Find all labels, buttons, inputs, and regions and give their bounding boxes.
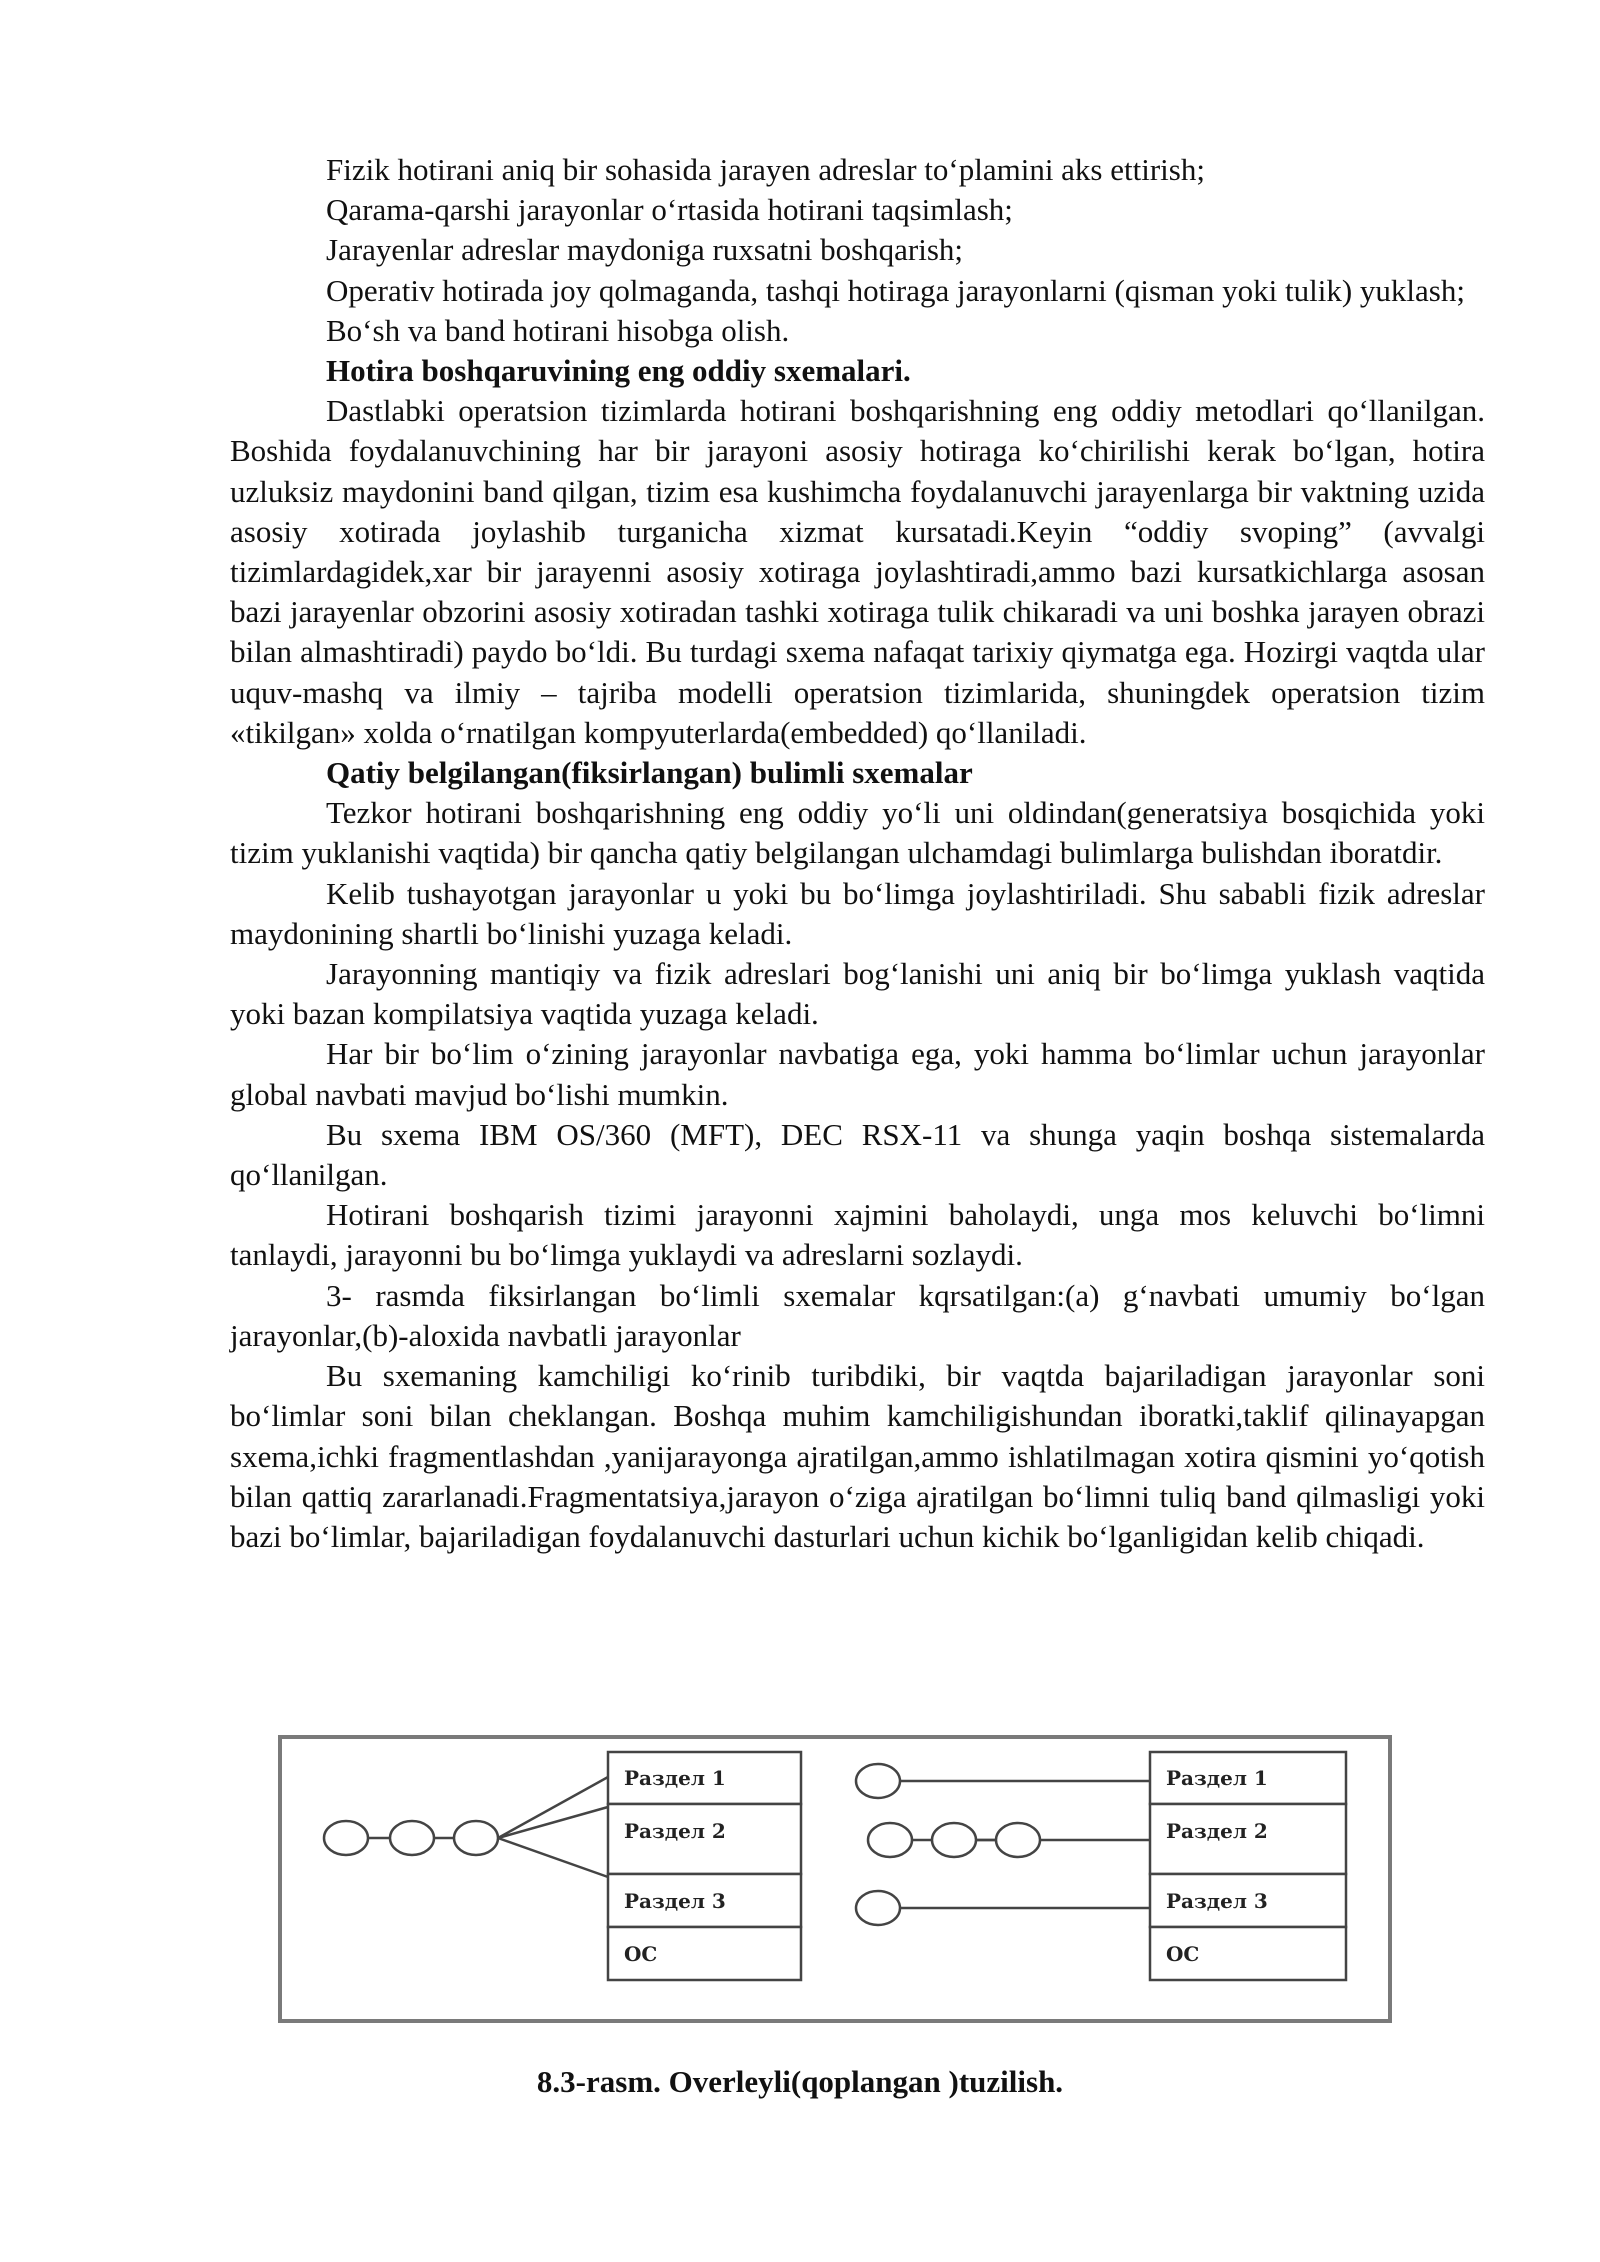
process-circle [856,1891,900,1925]
paragraph: Hotirani boshqarish tizimi jarayonni xajmini baholaydi, unga mos keluvchi bo‘limni tanlaydi, jarayonni bu bo‘limga yuklaydi va adreslarni sozlaydi. [230,1197,1485,1273]
partition-label: ОС [624,1942,658,1966]
figure-caption: 8.3-rasm. Overleyli(qoplangan )tuzilish. [536,2064,1064,2099]
paragraph: Bu sxemaning kamchiligi ko‘rinib turibdiki, bir vaqtda bajariladigan jarayonlar soni bo‘limlar soni bilan cheklangan. Boshqa muhim kamchiligishundan iboratki,taklif qilinayapgan sxema,ichki fragmentlashdan ,yanijarayonga ajratilgan,ammo ishlatilmagan xotira qismini yo‘qotish bilan qattiq zararlanadi.Fragmentatsiya,jarayon o‘ziga ajratilgan bo‘limni tuliq band qilmasligi yoki bazi bo‘limlar, bajariladigan foydalanuvchi dasturlari uchun kichik bo‘lganligidan kelib chiqadi. [230,1358,1485,1554]
partition-figure [278,1735,1392,2023]
paragraph: Jarayonning mantiqiy va fizik adreslari bog‘lanishi uni aniq bir bo‘limga yuklash vaqtida yoki bazan kompilatsiya vaqtida yuzaga keladi. [230,956,1485,1032]
paragraph: Dastlabki operatsion tizimlarda hotirani boshqarishning eng oddiy metodlari qo‘llanilgan. Boshida foydalanuvchining har bir jarayoni asosiy hotiraga ko‘chirilishi kerak bo‘lgan, hotira uzluksiz maydonini band qilgan, tizim esa kushimcha foydalanuvchi jarayenlarga bir vaktning uzida asosiy xotirada joylashib turganicha xizmat kursatadi.Keyin “oddiy svoping” (avvalgi tizimlardagidek,xar bir jarayenni asosiy xotiraga joylashtiradi,ammo bazi kursatkichlarga asosan bazi jarayenlar obzorini asosiy xotiradan tashki xotiraga tulik chikaradi va uni boshka jarayen obrazi bilan almashtiradi) paydo bo‘ldi. Bu turdagi sxema nafaqat tarixiy qiymatga ega. Hozirgi vaqtda ular uquv-mashq va ilmiy – tajriba modelli operatsion tizimlarida, shuningdek operatsion tizim «tikilgan» xolda o‘rnatilgan kompyuterlarda(embedded) qo‘llaniladi. [230,393,1485,750]
process-circle [324,1821,368,1855]
partition-label: Раздел 2 [624,1819,726,1843]
paragraph: Fizik hotirani aniq bir sohasida jarayen adreslar to‘plamini aks ettirish; [326,152,1205,187]
paragraph: Bu sxema IBM OS/360 (MFT), DEC RSX-11 va shunga yaqin boshqa sistemalarda qo‘llanilgan. [230,1116,1485,1193]
process-circle [996,1823,1040,1857]
paragraph: Jarayenlar adreslar maydoniga ruxsatni boshqarish; [326,232,964,268]
paragraph: 3- rasmda fiksirlangan bo‘limli sxemalar kqrsatilgan:(a) g‘navbati umumiy bo‘lgan jarayonlar,(b)-aloxida navbatli jarayonlar [230,1277,1485,1353]
paragraph: Operativ hotirada joy qolmaganda, tashqi hotiraga jarayonlarni (qisman yoki tulik) yuklash; [326,272,1465,308]
partition-label: Раздел 3 [1166,1889,1268,1913]
paragraph: Bo‘sh va band hotirani hisobga olish. [326,312,790,348]
process-circle [868,1823,912,1857]
process-circle [932,1823,976,1857]
partition-label: Раздел 2 [1166,1819,1268,1843]
process-circle [454,1821,498,1855]
partition-diagram [278,1735,1392,2023]
section-heading: Hotira boshqaruvining eng oddiy sxemalari. [326,353,911,389]
process-circle [856,1764,900,1798]
partition-label: Раздел 1 [1166,1766,1268,1790]
paragraph: Kelib tushayotgan jarayonlar u yoki bu bo‘limga joylashtiriladi. Shu sababli fizik adreslar maydonining shartli bo‘linishi yuzaga keladi. [230,875,1485,951]
section-heading: Qatiy belgilangan(fiksirlangan) bulimli sxemalar [326,755,973,791]
partition-label: Раздел 3 [624,1889,726,1913]
partition-label: ОС [1166,1942,1200,1966]
process-circle [390,1821,434,1855]
document-body [230,150,1485,1557]
paragraph: Qarama-qarshi jarayonlar o‘rtasida hotirani taqsimlash; [326,192,1013,228]
partition-label: Раздел 1 [624,1766,726,1790]
paragraph: Har bir bo‘lim o‘zining jarayonlar navbatiga ega, yoki hamma bo‘limlar uchun jarayonlar global navbati mavjud bo‘lishi mumkin. [230,1036,1485,1112]
paragraph: Tezkor hotirani boshqarishning eng oddiy yo‘li uni oldindan(generatsiya bosqichida yoki tizim yuklanishi vaqtida) bir qancha qatiy belgilangan ulchamdagi bulimlarga bulishdan iboratdir. [230,795,1485,871]
